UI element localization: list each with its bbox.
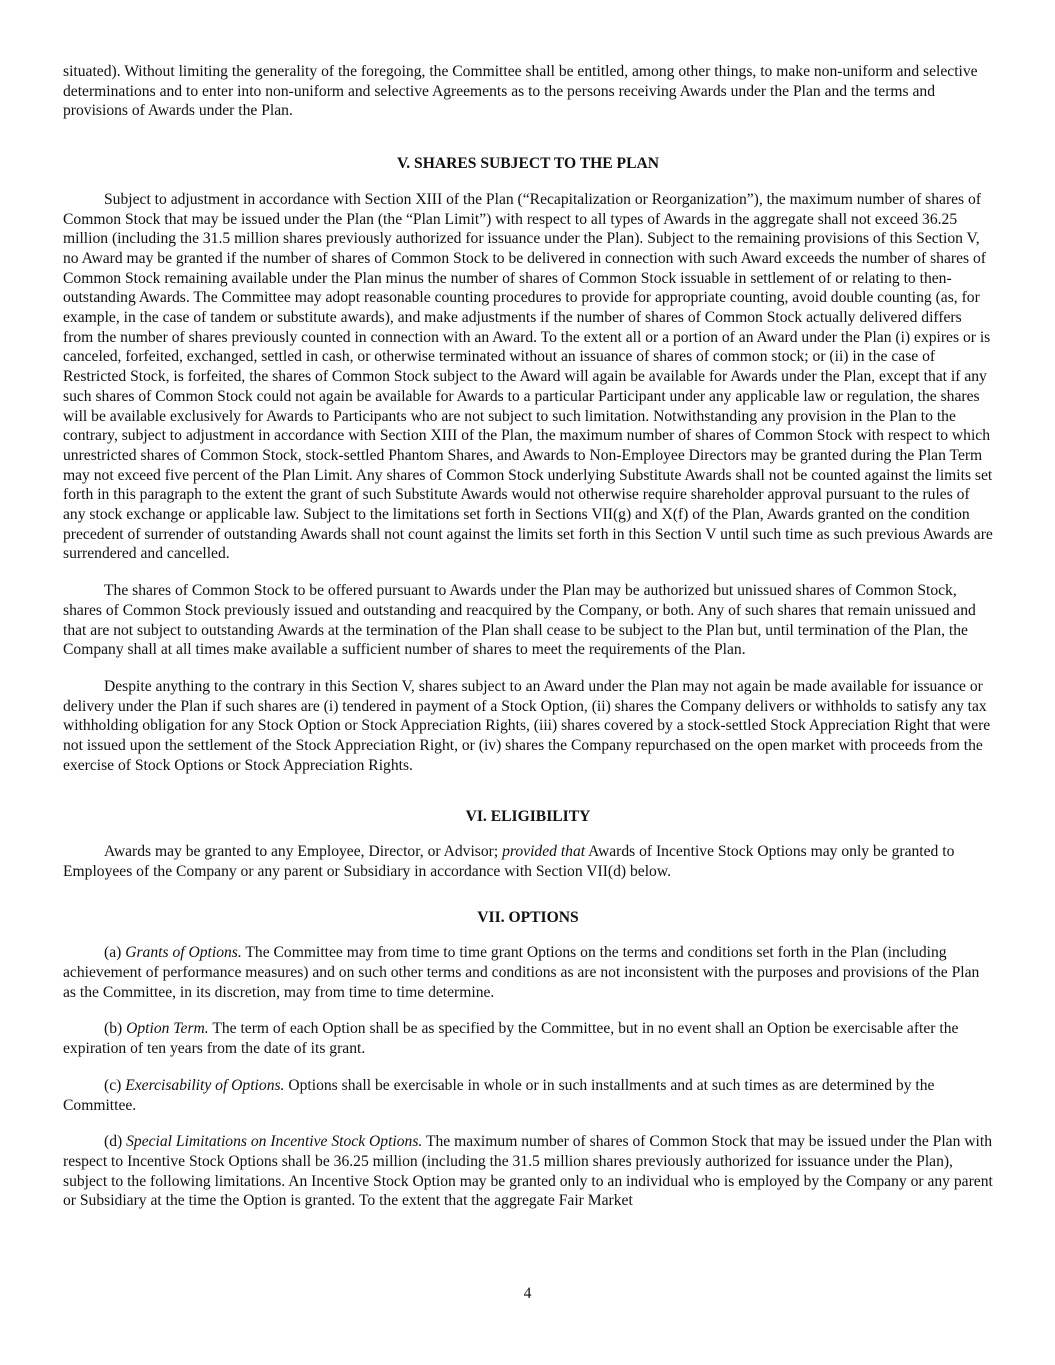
continuation-paragraph: situated). Without limiting the generality of the foregoing, the Committee shall be entitled, among other things, to make non-uniform and selective determinations and to enter into non-uniform and selective Agreements as to the persons receiving Awards under the Plan and the terms and provisions of Awards under the Plan. [63, 63, 978, 120]
clause-c-label: (c) [104, 1076, 126, 1094]
eligibility-text-end: Awards of Incentive Stock Options may only be granted to Employees of the Company or any parent or Subsidiary in accordance with Section VII(d) below. [63, 843, 955, 880]
clause-b-title: Option Term. [126, 1020, 209, 1038]
section-v-paragraph-3: Despite anything to the contrary in this Section V, shares subject to an Award under the Plan may not again be made available for issuance or delivery under the Plan if such shares are (i) tendered in payment of a Stock Option, (ii) shares the Company delivers or withholds to satisfy any tax withholding obligation for any Stock Option or Stock Appreciation Rights, (iii) shares covered by a stock-settled Stock Appreciation Right that were not issued upon the settlement of the Stock Appreciation Right, or (iv) shares the Company repurchased on the open market with proceeds from the exercise of Stock Options or Stock Appreciation Rights. [63, 677, 991, 774]
clause-c-title: Exercisability of Options. [125, 1076, 285, 1094]
section-vii-heading: VII. OPTIONS [477, 908, 579, 926]
clause-c-text: Options shall be exercisable in whole or in such installments and at such times as are determined by the Committee. [63, 1076, 935, 1114]
clause-d-title: Special Limitations on Incentive Stock Options. [126, 1133, 423, 1151]
option-clause-a [63, 943, 993, 1002]
section-v-heading: V. SHARES SUBJECT TO THE PLAN [396, 155, 660, 173]
section-v-paragraph-1: Subject to adjustment in accordance with Section XIII of the Plan (“Recapitalization or Reorganization”), the maximum number of shares of Common Stock that may be issued under the Plan (the “Plan Limit”) with respect to all types of Awards in the aggregate shall not exceed 36.25 million (including the 31.5 million shares previously authorized for issuance under the Plan). Subject to the remaining provisions of this Section V, no Award may be granted if the number of shares of Common Stock to be delivered in connection with such Award exceeds the number of shares of Common Stock remaining available under the Plan minus the number of shares of Common Stock issuable in settlement of or relating to then-outstanding Awards. The Committee may adopt reasonable counting procedures to provide for appropriate counting, avoid double counting (as, for example, in the case of tandem or substitute awards), and make adjustments if the number of shares of Common Stock actually delivered differs from the number of shares previously counted in connection with an Award. To the extent all or a portion of an Award under the Plan (i) expires or is canceled, forfeited, exchanged, settled in cash, or otherwise terminated without an issuance of shares of common stock; or (ii) in the case of Restricted Stock, is forfeited, the shares of Common Stock subject to the Award will again be available for Awards under the Plan, except that if any such shares of Common Stock could not again be available for Awards to a particular Participant under any applicable law or regulation, the shares will be available exclusively for Awards to Participants who are not subject to such limitation. Notwithstanding any provision in the Plan to the contrary, subject to adjustment in accordance with Section XIII of the Plan, the maximum number of shares of Common Stock with respect to which unrestricted shares of Common Stock, stock-settled Phantom Shares, and Awards to Non-Employee Directors may be granted during the Plan Term may not exceed five percent of the Plan Limit. Any shares of Common Stock underlying Substitute Awards shall not be counted against the limits set forth in this paragraph to the extent the grant of such Substitute Awards would not otherwise require shareholder approval pursuant to the rules of any stock exchange or applicable law. Subject to the limitations set forth in Sections VII(g) and X(f) of the Plan, Awards granted on the condition precedent of surrender of outstanding Awards shall not count against the limits set forth in this Section V until such time as such previous Awards are surrendered and cancelled. [63, 190, 993, 563]
section-vi-paragraph [63, 842, 993, 881]
option-clause-b [63, 1019, 993, 1058]
section-v-paragraph-2: The shares of Common Stock to be offered pursuant to Awards under the Plan may be authorized but unissued shares of Common Stock, shares of Common Stock previously issued and outstanding and reacquired by the Company, or both. Any of such shares that remain unissued and that are not subject to outstanding Awards at the termination of the Plan shall cease to be subject to the Plan but, until termination of the Plan, the Company shall at all times make available a sufficient number of shares to meet the requirements of the Plan. [63, 582, 976, 659]
clause-a-text: The Committee may from time to time grant Options on the terms and conditions set forth in the Plan (including achievement of performance measures) and on such other terms and conditions as are not inconsistent with the purposes and provisions of the Plan as the Committee, in its discretion, may from time to time determine. [63, 944, 980, 1001]
page-number: 4 [523, 1285, 532, 1302]
clause-a-title: Grants of Options. [125, 944, 242, 962]
eligibility-text-start: Awards may be granted to any Employee, Director, or Advisor; [104, 843, 503, 861]
clause-a-label: (a) [104, 944, 126, 962]
clause-d-label: (d) [104, 1133, 127, 1151]
provided-that-phrase: provided that [502, 843, 586, 861]
clause-d-text: The maximum number of shares of Common Stock that may be issued under the Plan with respect to Incentive Stock Options shall be 36.25 million (including the 31.5 million shares previously authorized for issuance under the Plan), subject to the following limitations. An Incentive Stock Option may be granted only to an individual who is employed by the Company or any parent or Subsidiary at the time the Option is granted. To the extent that the aggregate Fair Market [63, 1133, 993, 1210]
option-clause-d [63, 1132, 993, 1211]
option-clause-c [63, 1076, 993, 1115]
clause-b-label: (b) [104, 1020, 127, 1038]
section-vi-heading: VI. ELIGIBILITY [465, 807, 591, 825]
document-page [63, 62, 993, 1211]
clause-b-text: The term of each Option shall be as specified by the Committee, but in no event shall an Option be exercisable after the expiration of ten years from the date of its grant. [63, 1020, 959, 1058]
